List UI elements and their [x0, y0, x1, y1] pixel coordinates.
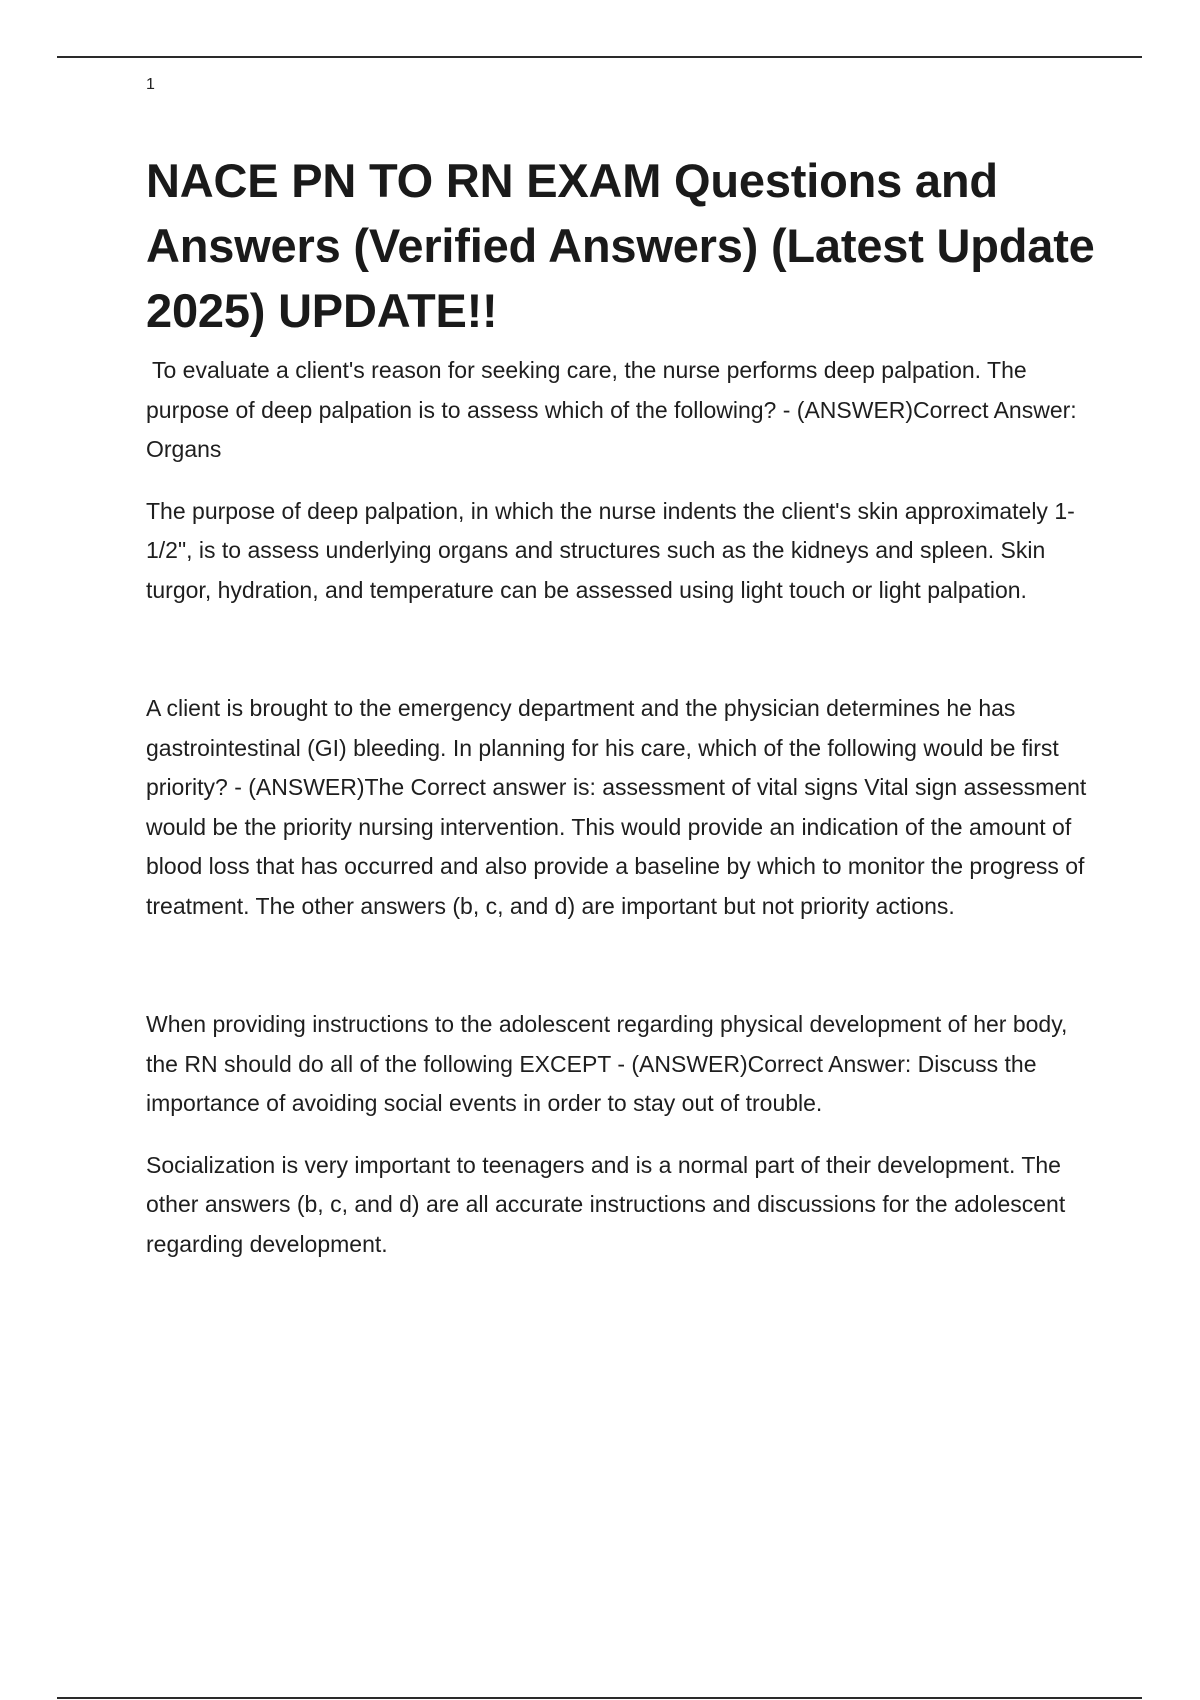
- page-number: 1: [146, 76, 155, 93]
- question-3: When providing instructions to the adolescent regarding physical development of her body, the RN should do all of the following EXCEPT - (ANSWER)Correct Answer: Discuss the importance of avoiding social events in order to stay out of trouble.: [146, 1011, 1068, 1116]
- document-title: NACE PN TO RN EXAM Questions and Answers (Verified Answers) (Latest Update 2025) UPDATE!!: [146, 154, 1095, 337]
- header-rule: [57, 56, 1142, 58]
- document-body: [146, 148, 1096, 1264]
- footer-rule: [57, 1697, 1142, 1699]
- question-2: A client is brought to the emergency department and the physician determines he has gastrointestinal (GI) bleeding. In planning for his care, which of the following would be first priority? - (ANSWER)The Correct answer is: assessment of vital signs Vital sign assessment would be the priority nursing intervention. This would provide an indication of the amount of blood loss that has occurred and also provide a baseline by which to monitor the progress of treatment. The other answers (b, c, and d) are important but not priority actions.: [146, 695, 1087, 919]
- explanation-1: The purpose of deep palpation, in which the nurse indents the client's skin approximately 1-1/2", is to assess underlying organs and structures such as the kidneys and spleen. Skin turgor, hydration, and temperature can be assessed using light touch or light palpation.: [146, 497, 1075, 603]
- question-1: To evaluate a client's reason for seeking care, the nurse performs deep palpation. The purpose of deep palpation is to assess which of the following? - (ANSWER)Correct Answer: Organs: [146, 357, 1077, 462]
- explanation-3: Socialization is very important to teenagers and is a normal part of their development. The other answers (b, c, and d) are all accurate instructions and discussions for the adolescent regarding development.: [146, 1151, 1066, 1257]
